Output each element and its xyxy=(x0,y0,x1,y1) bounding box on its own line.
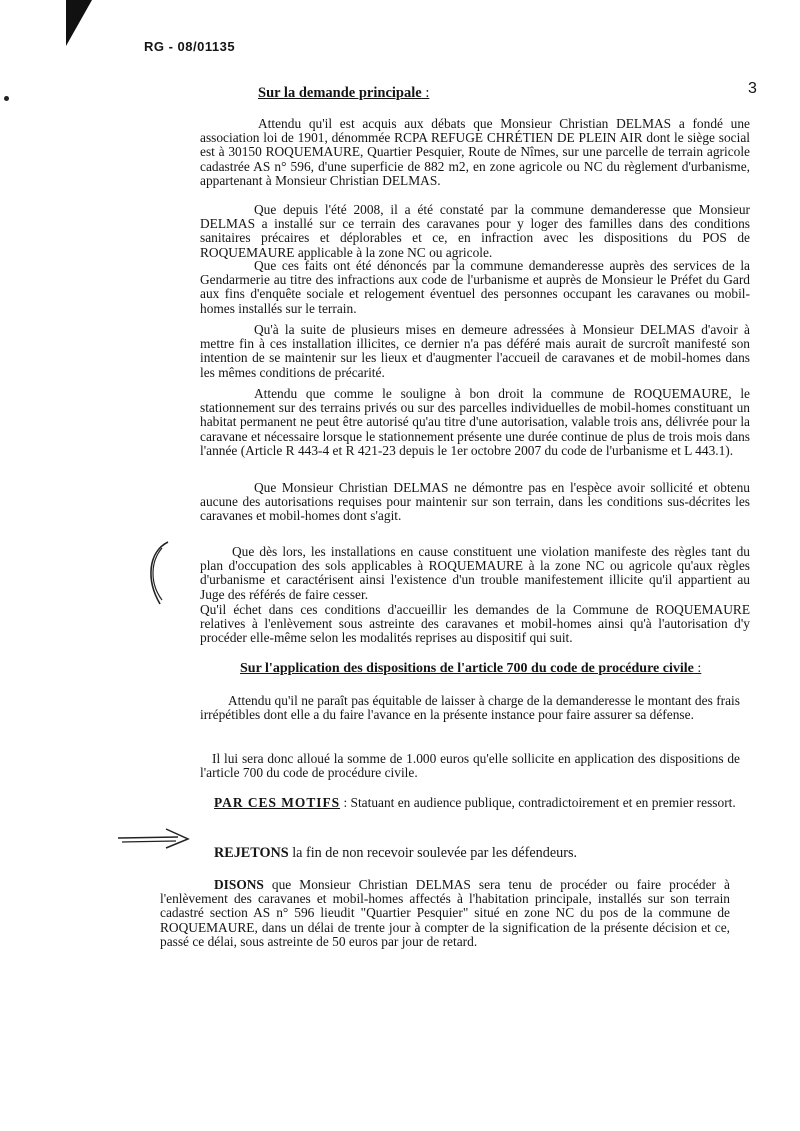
disons-label: DISONS xyxy=(214,877,264,892)
paragraph-enlevement-demandes: Qu'il échet dans ces conditions d'accueillir les demandes de la Commune de ROQUEMAURE relatives à l'enlèvement sous astreinte des caravanes et mobil-homes ainsi qu'à l'autorisation d'y procéder elle-même selon les modalités reprises au dispositif qui suit. xyxy=(200,602,750,646)
paragraph-violation: Que dès lors, les installations en cause constituent une violation manifeste des règles tant du plan d'occupation des sols applicables à ROQUEMAURE à la zone NC ou agricole qu'aux règles d'urbanisme et caractérisent ainsi l'existence d'un trouble manifestement illicite qu'il appartient au Juge des référés de faire cesser. xyxy=(200,544,750,602)
corner-mark-icon xyxy=(64,0,94,48)
paragraph-mises-en-demeure: Qu'à la suite de plusieurs mises en demeure adressées à Monsieur DELMAS d'avoir à mettre fin à ces installation illicites, ce dernier n'a pas déféré mais aurait de surcroît manifesté son intention de se maintenir sur les lieux et d'augmenter l'accueil de caravanes et de mobil-homes dans les mêmes conditions de précarité. xyxy=(200,322,750,380)
page-number: 3 xyxy=(748,80,757,97)
paragraph-rejetons: REJETONS la fin de non recevoir soulevée par les défendeurs. xyxy=(214,845,578,861)
paragraph-par-ces-motifs: PAR CES MOTIFS : Statuant en audience publique, contradictoirement et en premier ressort. xyxy=(214,795,736,810)
scan-speck xyxy=(4,96,9,101)
rejetons-label: REJETONS xyxy=(214,845,289,861)
heading-article-700: Sur l'application des dispositions de l'article 700 du code de procédure civile : xyxy=(240,661,702,676)
heading-principal: Sur la demande principale : xyxy=(258,85,430,101)
paragraph-denonciation: Que ces faits ont été dénoncés par la commune demanderesse auprès des services de la Gendarmerie au titre des infractions aux code de l'urbanisme et auprès de Monsieur le Préfet du Gard aux fins d'enquête sociale et relogement éventuel des personnes occupant les caravanes ou mobil-homes installés sur le terrain. xyxy=(200,258,750,316)
paragraph-frais-irrepetibles: Attendu qu'il ne paraît pas équitable de laisser à charge de la demanderesse le montant des frais irrépétibles dont elle a du faire l'avance en la présente instance pour faire assurer sa défense. xyxy=(200,693,740,723)
paragraph-somme-allouee: Il lui sera donc alloué la somme de 1.000 euros qu'elle sollicite en application des dispositions de l'article 700 du code de procédure civile. xyxy=(200,751,740,781)
paragraph-association: Attendu qu'il est acquis aux débats que Monsieur Christian DELMAS a fondé une association loi de 1901, dénommée RCPA REFUGE CHRÉTIEN DE PLEIN AIR dont le siège social est à 30150 ROQUEMAURE, Quartier Pesquier, Route de Nîmes, sur une parcelle de terrain agricole cadastrée AS n° 596, d'une superficie de 882 m2, en zone agricole ou NC du règlement d'urbanisme, appartenant à Monsieur Christian DELMAS. xyxy=(200,116,750,188)
handwritten-arrow-icon xyxy=(116,826,196,850)
paragraph-autorisations: Que Monsieur Christian DELMAS ne démontre pas en l'espèce avoir sollicité et obtenu aucune des autorisations requises pour maintenir sur son terrain, dans les conditions sus-décrites les caravanes et mobil-homes dont s'agit. xyxy=(200,480,750,524)
margin-bracket-mark xyxy=(142,540,172,610)
paragraph-stationnement: Attendu que comme le souligne à bon droit la commune de ROQUEMAURE, le stationnement sur des terrains privés ou sur des parcelles individuelles de mobil-homes constituant un habitat permanent ne peut être autorisé qu'au titre d'une autorisation, valable trois ans, délivrée pour la caravane et nécessaire lorsque le stationnement présente une durée continue de plus de trois mois dans l'année (Article R 443-4 et R 421-23 depuis le 1er octobre 2007 du code de l'urbanisme et L 443.1). xyxy=(200,386,750,458)
case-reference: RG - 08/01135 xyxy=(144,39,236,54)
motifs-label: PAR CES MOTIFS xyxy=(214,795,341,810)
paragraph-disons: DISONS que Monsieur Christian DELMAS sera tenu de procéder ou faire procéder à l'enlèvement des caravanes et mobil-homes affectés à l'habitation principale, installés sur son terrain cadastré section AS n° 596 lieudit "Quartier Pesquier" situé en zone NC du pos de la commune de ROQUEMAURE, dans un délai de trente jour à compter de la signification de la présente décision et ce, passé ce délai, sous astreinte de 50 euros par jour de retard. xyxy=(160,877,730,949)
paragraph-constat: Que depuis l'été 2008, il a été constaté par la commune demanderesse que Monsieur DELMAS a installé sur ce terrain des caravanes pour y loger des familles dans des conditions sanitaires précaires et déplorables et ce, en infraction avec les dispositions du POS de ROQUEMAURE applicable à la zone NC ou agricole. xyxy=(200,202,750,260)
